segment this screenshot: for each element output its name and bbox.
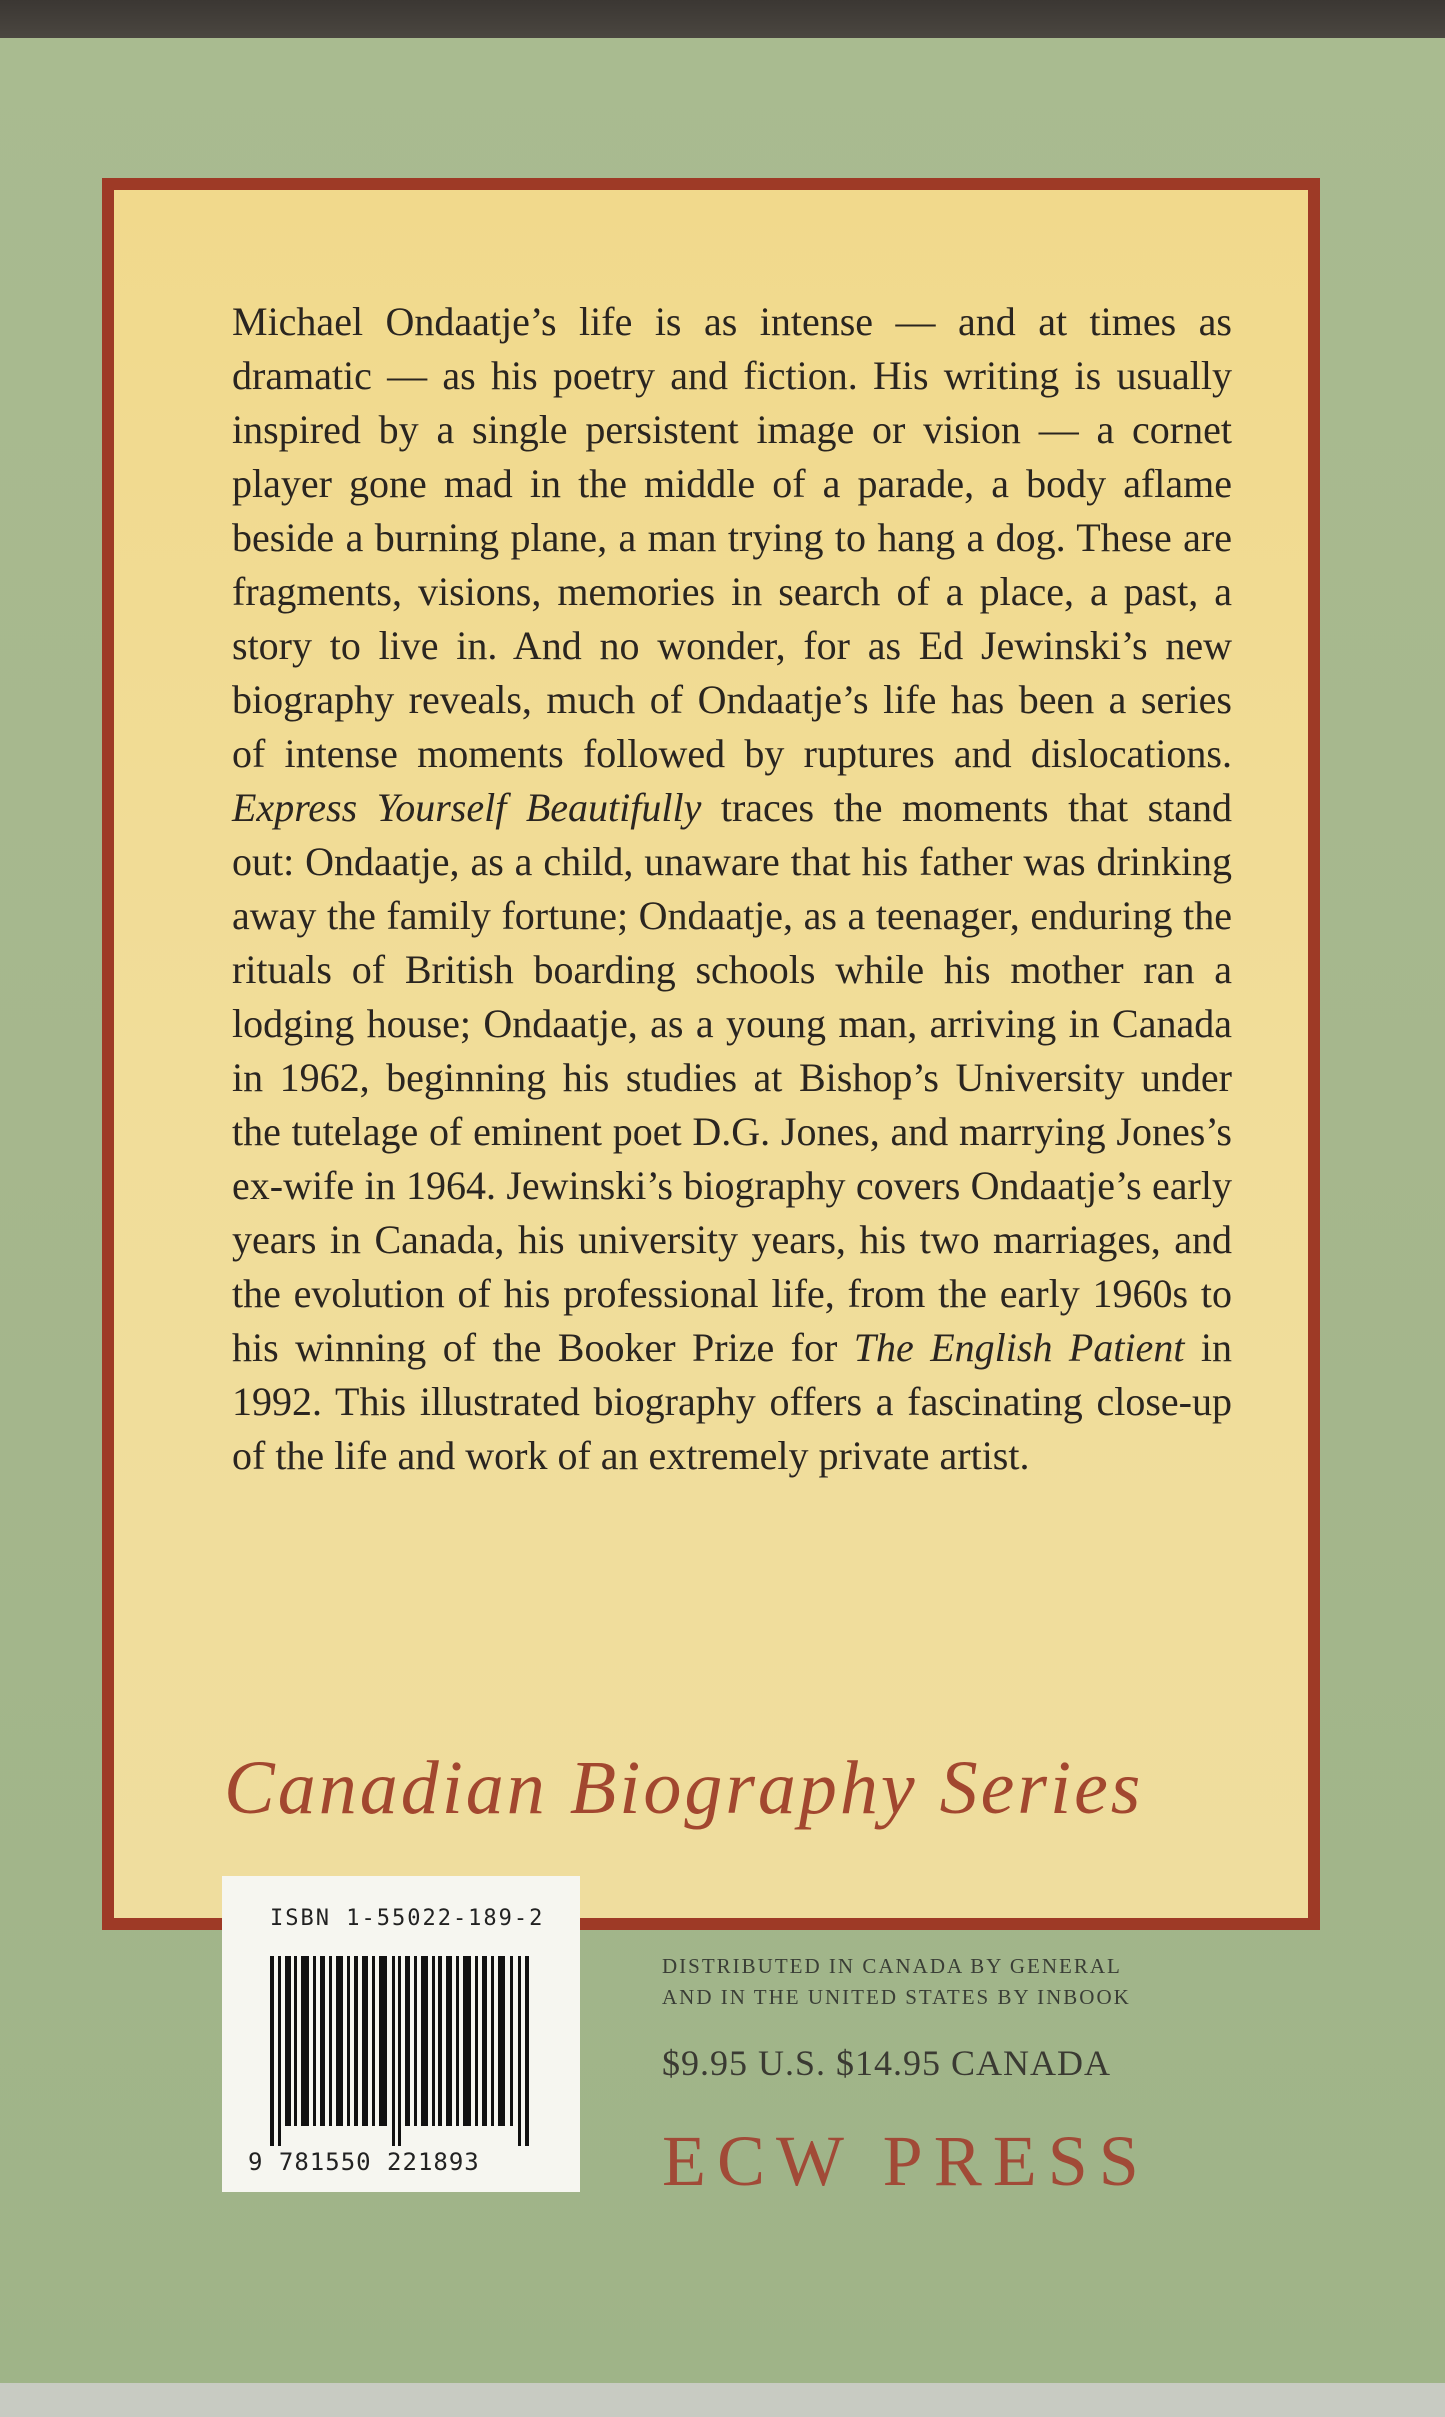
book-back-cover bbox=[0, 38, 1445, 2383]
book-title-italic: Express Yourself Beautifully bbox=[232, 785, 702, 830]
distribution-line-1: DISTRIBUTED IN CANADA BY GENERAL bbox=[662, 1954, 1122, 1978]
novel-title-italic: The English Patient bbox=[853, 1325, 1185, 1370]
barcode-digits: 9 781550 221893 bbox=[248, 2148, 480, 2176]
book-description bbox=[232, 295, 1232, 1483]
description-text-1: Michael Ondaatje’s life is as intense — and at times as dramatic — as his poetry and fiction. His writing is usually inspired by a single persistent image or vision — a cornet player gone mad in the middle of a parade, a body aflame beside a burning plane, a man trying to hang a dog. These are fragments, visions, memories in search of a place, a past, a story to live in. And no wonder, for as Ed Jewinski’s new biography reveals, much of Ondaatje’s life has been a series of intense moments followed by ruptures and dislocations. bbox=[232, 299, 1232, 776]
series-title: Canadian Biography Series bbox=[224, 1746, 1144, 1830]
price: $9.95 U.S. $14.95 CANADA bbox=[662, 2043, 1112, 2083]
bottom-edge bbox=[0, 2383, 1445, 2417]
barcode-icon bbox=[270, 1956, 532, 2146]
description-text-3: in 1992. This illustrated biography offers a fascinating close-up of the life and work of an extremely private artist. bbox=[232, 1325, 1233, 1478]
distribution-line-2: AND IN THE UNITED STATES BY INBOOK bbox=[662, 1985, 1131, 2009]
barcode-label bbox=[222, 1876, 580, 2192]
isbn-number: ISBN 1-55022-189-2 bbox=[270, 1906, 545, 1931]
publisher-name: ECW PRESS bbox=[662, 2121, 1150, 2201]
description-panel bbox=[102, 178, 1320, 1930]
distribution-info bbox=[662, 1951, 1222, 2013]
description-text-2: traces the moments that stand out: Ondaatje, as a child, unaware that his father was drinking away the family fortune; Ondaatje, as a teenager, enduring the rituals of British boarding schools while his mother ran a lodging house; Ondaatje, as a young man, arriving in Canada in 1962, beginning his studies at Bishop’s University under the tutelage of eminent poet D.G. Jones, and marrying Jones’s ex-wife in 1964. Jewinski’s biography covers Ondaatje’s early years in Canada, his university years, his two marriages, and the evolution of his professional life, from the early 1960s to his winning of the Booker Prize for bbox=[232, 785, 1233, 1370]
